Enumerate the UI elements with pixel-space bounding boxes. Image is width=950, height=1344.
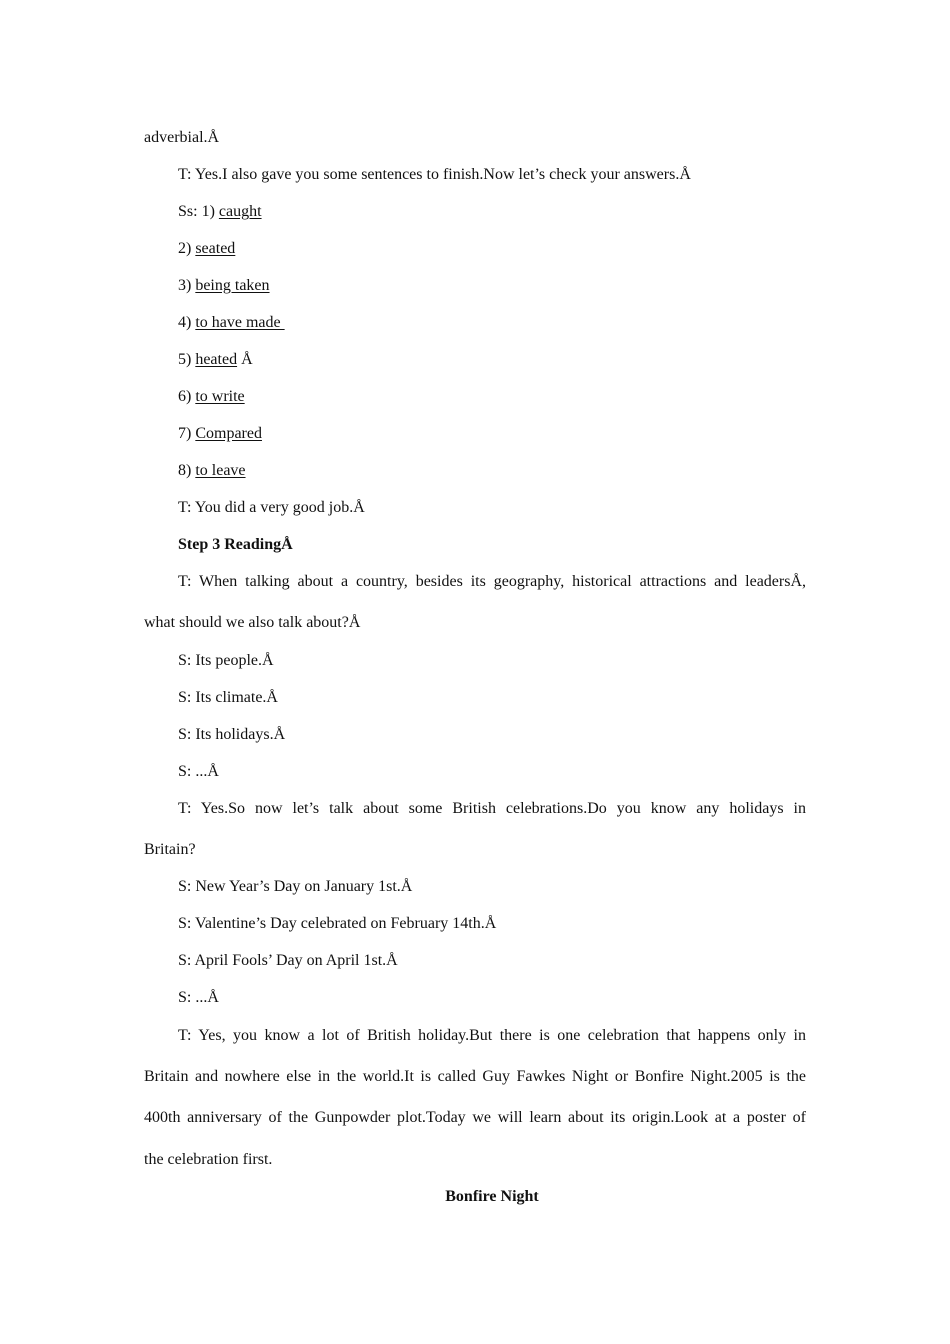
- paragraph-adverbial: adverbial.Å: [144, 129, 220, 146]
- answer-2: seated: [195, 240, 236, 257]
- answer-number: 4): [178, 314, 192, 331]
- teacher-british-line-1: T: Yes.So now let’s talk about some British celebrations.Do you know any holidays in: [178, 800, 806, 817]
- answer-line-3: [178, 276, 806, 296]
- answer-number: 3): [178, 277, 192, 294]
- answer-8: to leave: [195, 462, 246, 479]
- answer-1: caught: [218, 203, 262, 220]
- answer-7: Compared: [195, 425, 262, 442]
- teacher-check-answers: T: Yes.I also gave you some sentences to finish.Now let’s check your answers.Å: [178, 166, 691, 183]
- student-holidays: S: Its holidays.Å: [178, 726, 286, 743]
- answer-4: to have made: [195, 314, 285, 331]
- teacher-country-line-1: T: When talking about a country, besides its geography, historical attractions and leadersÅ,: [178, 573, 806, 590]
- teacher-guy-fawkes-line-2: Britain and nowhere else in the world.It is called Guy Fawkes Night or Bonfire Night.2005 is the: [144, 1068, 806, 1085]
- teacher-british-line-2: Britain?: [144, 841, 196, 858]
- answer-5-suffix: Å: [237, 351, 253, 368]
- answer-number: 2): [178, 240, 192, 257]
- answers-prefix: Ss: 1): [178, 203, 219, 220]
- answer-number: 6): [178, 388, 192, 405]
- student-ellipsis-1: S: ...Å: [178, 763, 219, 780]
- answer-line-5: [178, 350, 806, 370]
- student-april-fools: S: April Fools’ Day on April 1st.Å: [178, 952, 398, 969]
- step-3-heading: Step 3 ReadingÅ: [178, 536, 293, 553]
- answer-line-2: [178, 239, 806, 259]
- answer-3: being taken: [195, 277, 270, 294]
- teacher-good-job: T: You did a very good job.Å: [178, 499, 365, 516]
- student-climate: S: Its climate.Å: [178, 689, 278, 706]
- answer-line-8: [178, 461, 806, 481]
- answer-line-6: [178, 387, 806, 407]
- answer-line-7: [178, 424, 806, 444]
- student-ellipsis-2: S: ...Å: [178, 989, 219, 1006]
- student-valentine: S: Valentine’s Day celebrated on February 14th.Å: [178, 915, 497, 932]
- answer-number: 7): [178, 425, 192, 442]
- teacher-country-line-2: what should we also talk about?Å: [144, 614, 361, 631]
- student-people: S: Its people.Å: [178, 652, 274, 669]
- answer-number: 8): [178, 462, 192, 479]
- student-new-year: S: New Year’s Day on January 1st.Å: [178, 878, 413, 895]
- teacher-guy-fawkes-line-1: T: Yes, you know a lot of British holiday.But there is one celebration that happens only in: [178, 1027, 806, 1044]
- bonfire-night-heading: Bonfire Night: [445, 1188, 539, 1205]
- answer-6: to write: [195, 388, 245, 405]
- answer-line-4: [178, 313, 806, 333]
- answer-line-1: [178, 202, 806, 222]
- teacher-guy-fawkes-line-4: the celebration first.: [144, 1151, 273, 1168]
- answer-5: heated: [195, 351, 238, 368]
- answer-number: 5): [178, 351, 192, 368]
- teacher-guy-fawkes-line-3: 400th anniversary of the Gunpowder plot.Today we will learn about its origin.Look at a poster of: [144, 1109, 806, 1126]
